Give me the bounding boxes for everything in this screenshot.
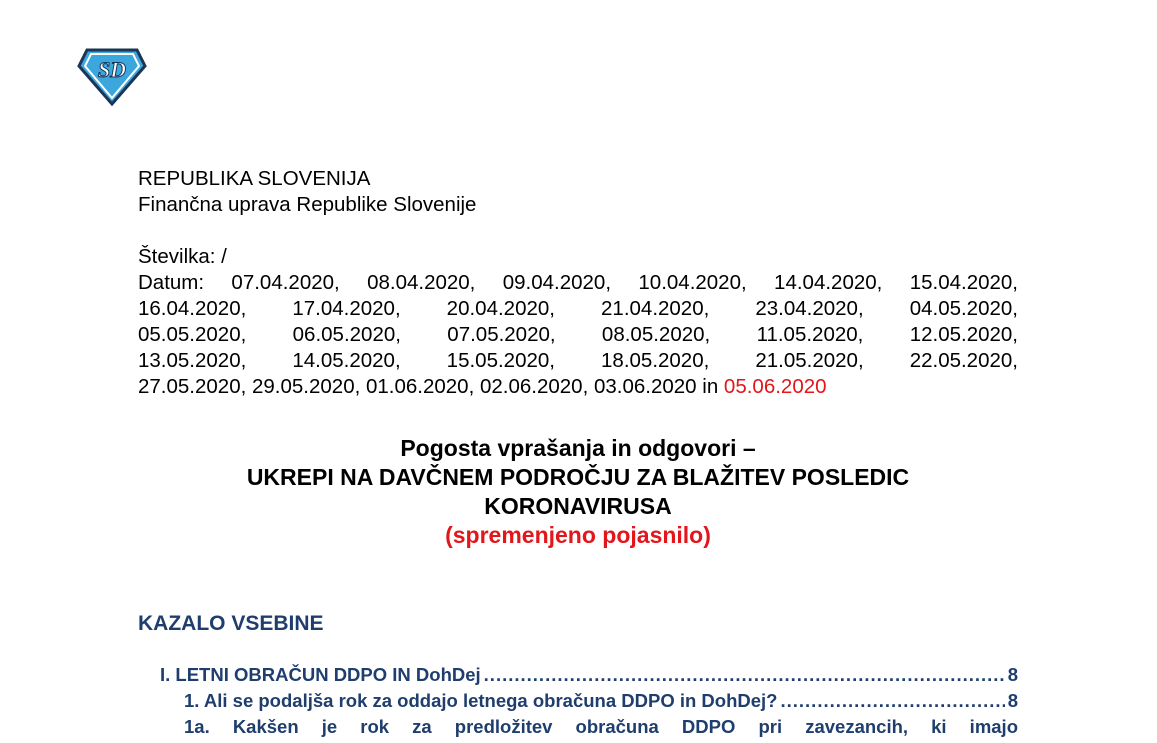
table-of-contents bbox=[138, 662, 1018, 740]
toc-item-page: 8 bbox=[1007, 664, 1018, 685]
toc-item[interactable] bbox=[138, 662, 1018, 688]
toc-leader-dots bbox=[484, 662, 1005, 688]
sd-logo-icon bbox=[77, 44, 147, 106]
toc-item[interactable] bbox=[138, 688, 1018, 714]
toc-item-page: 8 bbox=[1007, 690, 1018, 711]
datum-line-last bbox=[138, 374, 1018, 400]
datum-latest-date: 05.06.2020 bbox=[723, 375, 827, 398]
toc-item-label: 1. Ali se podaljša rok za oddajo letnega obračuna DDPO in DohDej? bbox=[184, 690, 778, 711]
datum-line: Datum: 07.04.2020, 08.04.2020, 09.04.2020, 10.04.2020, 14.04.2020, 15.04.2020, bbox=[138, 271, 1018, 294]
title-line-1: Pogosta vprašanja in odgovori – bbox=[400, 435, 756, 461]
toc-leader-dots bbox=[780, 688, 1004, 714]
title-subtitle: (spremenjeno pojasnilo) bbox=[445, 522, 711, 548]
toc-item-label: 1a. Kakšen je rok za predložitev obračuna DDPO pri zavezancih, ki imajo bbox=[184, 716, 1018, 737]
authority-name: Finančna uprava Republike Slovenije bbox=[138, 193, 477, 216]
svg-text:SD: SD bbox=[97, 57, 127, 82]
toc-item[interactable] bbox=[138, 714, 1018, 740]
datum-line: 05.05.2020, 06.05.2020, 07.05.2020, 08.05.2020, 11.05.2020, 12.05.2020, bbox=[138, 323, 1018, 346]
fu-logo bbox=[77, 44, 147, 106]
datum-last-dates: 27.05.2020, 29.05.2020, 01.06.2020, 02.06.2020, 03.06.2020 in bbox=[138, 375, 719, 398]
toc-item-label: I. LETNI OBRAČUN DDPO IN DohDej bbox=[160, 664, 481, 685]
title-line-2: UKREPI NA DAVČNEM PODROČJU ZA BLAŽITEV POSLEDIC bbox=[246, 464, 910, 490]
document-header bbox=[138, 166, 1018, 400]
title-line-3: KORONAVIRUSA bbox=[484, 493, 672, 519]
document-number: Številka: / bbox=[138, 245, 227, 268]
datum-line: 16.04.2020, 17.04.2020, 20.04.2020, 21.04.2020, 23.04.2020, 04.05.2020, bbox=[138, 297, 1018, 320]
datum-block bbox=[138, 270, 1018, 400]
datum-line: 13.05.2020, 14.05.2020, 15.05.2020, 18.05.2020, 21.05.2020, 22.05.2020, bbox=[138, 349, 1018, 372]
toc-heading: KAZALO VSEBINE bbox=[138, 612, 324, 635]
republic-name: REPUBLIKA SLOVENIJA bbox=[138, 167, 371, 190]
document-title bbox=[138, 434, 1018, 550]
